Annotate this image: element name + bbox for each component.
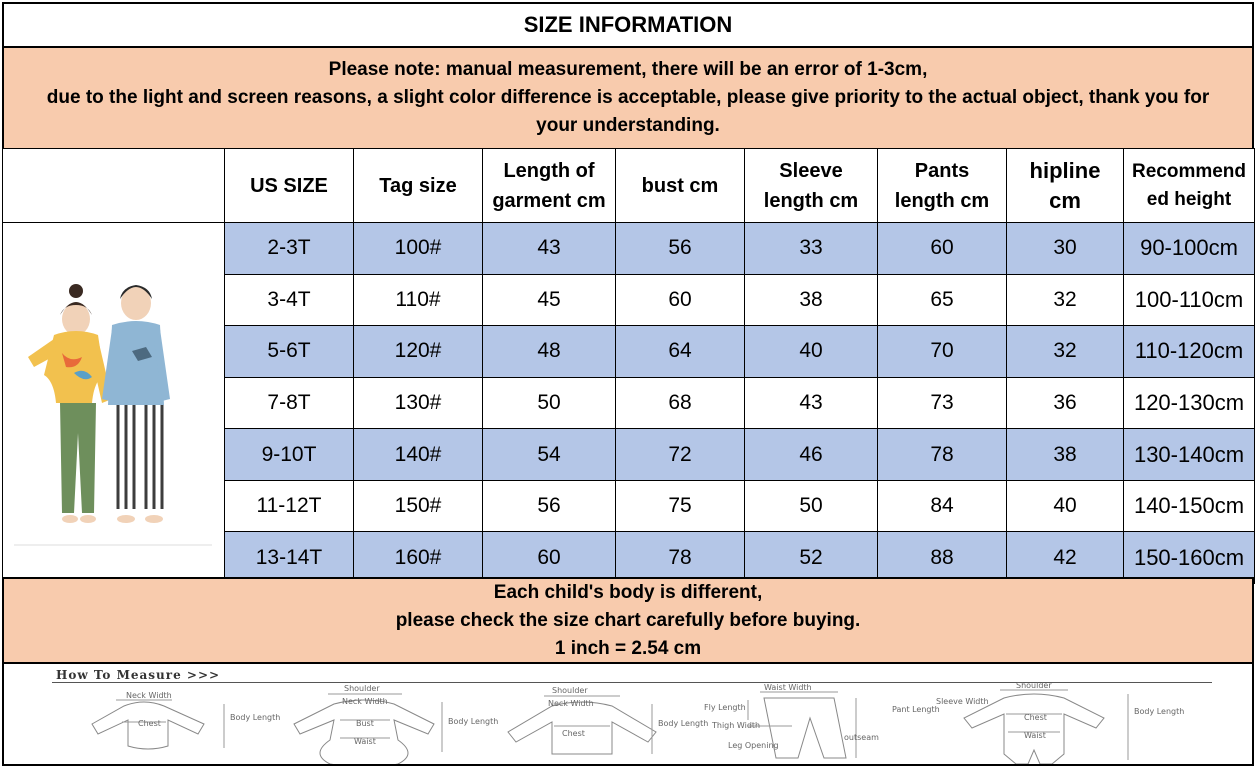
cell-pants-length: 88 bbox=[878, 532, 1007, 584]
cell-sleeve-length: 50 bbox=[745, 480, 878, 532]
cell-recommended-height: 100-110cm bbox=[1124, 274, 1255, 326]
cell-recommended-height: 120-130cm bbox=[1124, 377, 1255, 429]
label-thigh-width: Thigh Width bbox=[712, 721, 761, 730]
cell-tag-size: 150# bbox=[354, 480, 483, 532]
cell-bust: 72 bbox=[616, 429, 745, 481]
cell-us-size: 11-12T bbox=[225, 480, 354, 532]
label-neck-width-3: Neck Width bbox=[548, 699, 594, 708]
label-chest-3: Chest bbox=[1024, 713, 1047, 722]
header-hipline: hipline cm bbox=[1007, 149, 1124, 223]
cell-garment-length: 50 bbox=[483, 377, 616, 429]
header-us-size: US SIZE bbox=[225, 149, 354, 223]
cell-hipline: 42 bbox=[1007, 532, 1124, 584]
cell-garment-length: 54 bbox=[483, 429, 616, 481]
label-shoulder-2: Shoulder bbox=[552, 686, 588, 695]
how-to-measure-title: How To Measure >>> bbox=[56, 668, 221, 682]
cell-recommended-height: 90-100cm bbox=[1124, 223, 1255, 275]
label-chest: Chest bbox=[138, 719, 161, 728]
header-bust: bust cm bbox=[616, 149, 745, 223]
footer-line-2: please check the size chart carefully before buying. bbox=[395, 609, 861, 631]
table-row bbox=[3, 223, 1255, 275]
cell-sleeve-length: 38 bbox=[745, 274, 878, 326]
cell-tag-size: 120# bbox=[354, 326, 483, 378]
cell-hipline: 32 bbox=[1007, 274, 1124, 326]
cell-hipline: 40 bbox=[1007, 480, 1124, 532]
label-bust: Bust bbox=[356, 719, 374, 728]
romper-diagram bbox=[964, 690, 1128, 764]
cell-garment-length: 48 bbox=[483, 326, 616, 378]
cell-bust: 64 bbox=[616, 326, 745, 378]
label-shoulder-3: Shoulder bbox=[1016, 681, 1052, 690]
cell-us-size: 5-6T bbox=[225, 326, 354, 378]
cell-us-size: 9-10T bbox=[225, 429, 354, 481]
cell-pants-length: 78 bbox=[878, 429, 1007, 481]
how-to-measure-panel bbox=[2, 662, 1254, 766]
cell-sleeve-length: 43 bbox=[745, 377, 878, 429]
label-outseam: outseam bbox=[844, 733, 879, 742]
label-fly-length: Fly Length bbox=[704, 703, 746, 712]
cell-tag-size: 160# bbox=[354, 532, 483, 584]
footer-line-1: Each child's body is different, bbox=[493, 581, 763, 603]
label-waist: Waist bbox=[354, 737, 376, 746]
label-pant-length: Pant Length bbox=[892, 705, 940, 714]
label-neck-width-2: Neck Width bbox=[342, 697, 388, 706]
cell-garment-length: 45 bbox=[483, 274, 616, 326]
cell-pants-length: 73 bbox=[878, 377, 1007, 429]
cell-hipline: 38 bbox=[1007, 429, 1124, 481]
cell-pants-length: 60 bbox=[878, 223, 1007, 275]
cell-bust: 75 bbox=[616, 480, 745, 532]
header-blank bbox=[3, 149, 225, 223]
header-tag-size: Tag size bbox=[354, 149, 483, 223]
cell-recommended-height: 110-120cm bbox=[1124, 326, 1255, 378]
cell-bust: 78 bbox=[616, 532, 745, 584]
cell-hipline: 30 bbox=[1007, 223, 1124, 275]
label-waist-2: Waist bbox=[1024, 731, 1046, 740]
label-body-length-4: Body Length bbox=[1134, 707, 1185, 716]
cell-sleeve-length: 46 bbox=[745, 429, 878, 481]
note-line-1: Please note: manual measurement, there will be an error of 1-3cm, bbox=[328, 59, 928, 80]
label-body-length: Body Length bbox=[230, 713, 281, 722]
label-neck-width: Neck Width bbox=[126, 691, 172, 700]
cell-bust: 60 bbox=[616, 274, 745, 326]
cell-us-size: 13-14T bbox=[225, 532, 354, 584]
measurement-diagrams bbox=[4, 664, 1252, 764]
label-leg-opening: Leg Opening bbox=[728, 741, 779, 750]
cell-pants-length: 65 bbox=[878, 274, 1007, 326]
size-advice-footer bbox=[2, 577, 1254, 664]
footer-line-3: 1 inch = 2.54 cm bbox=[554, 637, 702, 659]
label-shoulder-1: Shoulder bbox=[344, 684, 380, 693]
cell-us-size: 7-8T bbox=[225, 377, 354, 429]
size-table bbox=[2, 148, 1255, 584]
note-line-2: due to the light and screen reasons, a slight color difference is acceptable, please give priority to the actual object, thank you for bbox=[46, 87, 1210, 108]
cell-pants-length: 84 bbox=[878, 480, 1007, 532]
cell-tag-size: 110# bbox=[354, 274, 483, 326]
header-garment-length: Length of garment cm bbox=[483, 149, 616, 223]
header-recommended-height: Recommend ed height bbox=[1124, 149, 1255, 223]
label-body-length-3: Body Length bbox=[658, 719, 709, 728]
cell-hipline: 32 bbox=[1007, 326, 1124, 378]
cell-tag-size: 130# bbox=[354, 377, 483, 429]
cell-garment-length: 60 bbox=[483, 532, 616, 584]
label-chest-2: Chest bbox=[562, 729, 585, 738]
page-title: SIZE INFORMATION bbox=[2, 2, 1254, 48]
cell-recommended-height: 130-140cm bbox=[1124, 429, 1255, 481]
label-sleeve-width: Sleeve Width bbox=[936, 697, 989, 706]
cell-pants-length: 70 bbox=[878, 326, 1007, 378]
note-line-3: your understanding. bbox=[536, 115, 720, 136]
cell-sleeve-length: 40 bbox=[745, 326, 878, 378]
cell-us-size: 2-3T bbox=[225, 223, 354, 275]
cell-recommended-height: 140-150cm bbox=[1124, 480, 1255, 532]
cell-tag-size: 100# bbox=[354, 223, 483, 275]
cell-bust: 56 bbox=[616, 223, 745, 275]
cell-garment-length: 43 bbox=[483, 223, 616, 275]
cell-recommended-height: 150-160cm bbox=[1124, 532, 1255, 584]
label-body-length-2: Body Length bbox=[448, 717, 499, 726]
cell-sleeve-length: 52 bbox=[745, 532, 878, 584]
cell-bust: 68 bbox=[616, 377, 745, 429]
cell-garment-length: 56 bbox=[483, 480, 616, 532]
kids-pajamas-photo bbox=[4, 223, 224, 577]
cell-sleeve-length: 33 bbox=[745, 223, 878, 275]
cell-tag-size: 140# bbox=[354, 429, 483, 481]
cell-us-size: 3-4T bbox=[225, 274, 354, 326]
header-sleeve-length: Sleeve length cm bbox=[745, 149, 878, 223]
header-pants-length: Pants length cm bbox=[878, 149, 1007, 223]
label-waist-width: Waist Width bbox=[764, 683, 812, 692]
cell-hipline: 36 bbox=[1007, 377, 1124, 429]
table-header-row bbox=[3, 149, 1255, 223]
product-photo bbox=[3, 223, 225, 584]
measurement-note bbox=[2, 46, 1254, 150]
